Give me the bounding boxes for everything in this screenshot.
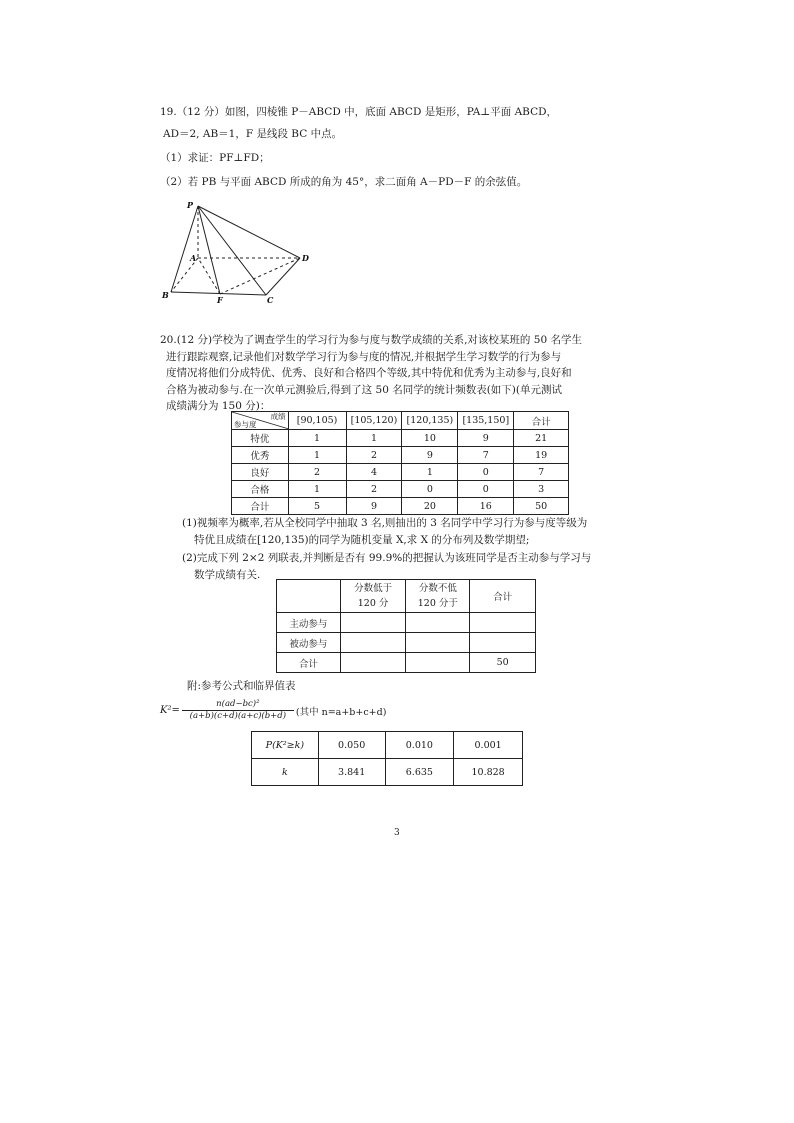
- formula-denominator: (a+b)(c+d)(a+c)(b+d): [189, 711, 287, 721]
- table-cell: 5: [288, 498, 346, 515]
- q20-intro-line: 合格为被动参与.在一次单元测验后,得到了这 50 名同学的统计频数表(如下)(单元测试: [166, 383, 562, 396]
- table-cell: [340, 653, 406, 673]
- q19-part2: （2）若 PB 与平面 ABCD 所成的角为 45°，求二面角 A－PD－F 的余弦值。: [160, 176, 528, 188]
- table-cell: 10.828: [454, 759, 523, 786]
- row-label: 合计: [277, 653, 341, 673]
- formula-note: (其中 n=a+b+c+d): [295, 706, 387, 718]
- table-row: [232, 481, 569, 498]
- column-header: [120,135): [402, 412, 458, 430]
- label-F: F: [217, 295, 223, 305]
- label-P: P: [187, 200, 194, 210]
- table-cell: [406, 653, 470, 673]
- column-header: 分数不低 120 分于: [406, 580, 470, 613]
- edge-AF: [198, 258, 220, 294]
- table-row: [232, 430, 569, 447]
- row-label: 被动参与: [277, 633, 341, 653]
- table-cell: 9: [402, 447, 458, 464]
- table-cell: [340, 633, 406, 653]
- table-cell: 0: [402, 481, 458, 498]
- table-row: [277, 633, 536, 653]
- row-label: 合计: [232, 498, 289, 515]
- table-cell: 3.841: [318, 759, 385, 786]
- edge-FD: [220, 258, 300, 294]
- table-cell: 3: [514, 481, 569, 498]
- q20-intro-line: 20.(12 分)学校为了调查学生的学习行为参与度与数学成绩的关系,对该校某班的 50 名学生: [160, 334, 582, 346]
- label-A: A: [190, 253, 197, 263]
- q20-part1-line2: 特优且成绩在[120,135)的同学为随机变量 X,求 X 的分布列及数学期望;: [194, 534, 530, 546]
- table-row: [277, 580, 536, 613]
- table-cell: 50: [514, 498, 569, 515]
- table-cell: 7: [458, 447, 514, 464]
- formula-lhs: K²=: [160, 705, 180, 716]
- frequency-table: [231, 411, 569, 515]
- table-cell: [406, 613, 470, 633]
- row-label: 良好: [232, 464, 289, 481]
- appendix-title: 附:参考公式和临界值表: [187, 680, 296, 692]
- q19-part1: （1）求证：PF⊥FD；: [160, 152, 270, 164]
- label-D: D: [302, 253, 309, 263]
- table-cell: [470, 613, 536, 633]
- corner-header: [232, 412, 289, 430]
- table-cell: 0: [458, 481, 514, 498]
- column-header: [105,120): [346, 412, 402, 430]
- table-row: [232, 447, 569, 464]
- table-cell: 1: [346, 430, 402, 447]
- edge-AB: [171, 258, 198, 292]
- table-row: [277, 613, 536, 633]
- column-header: 合计: [470, 580, 536, 613]
- q20-intro-line: 度情况将他们分成特优、优秀、良好和合格四个等级,其中特优和优秀为主动参与,良好和: [166, 367, 572, 379]
- table-cell: 10: [402, 430, 458, 447]
- table-cell: 7: [514, 464, 569, 481]
- formula-fraction: [182, 699, 294, 722]
- row-label: 特优: [232, 430, 289, 447]
- table-cell: 9: [346, 498, 402, 515]
- q19-line2: AD＝2, AB＝1，F 是线段 BC 中点。: [163, 128, 343, 140]
- column-header: [135,150]: [458, 412, 514, 430]
- column-header: 分数低于 120 分: [340, 580, 406, 613]
- corner-bottom-label: 参与度: [234, 420, 257, 429]
- table-row: [252, 759, 523, 786]
- table-cell: 0: [458, 464, 514, 481]
- row-label: k: [252, 759, 319, 786]
- table-row: [232, 412, 569, 430]
- table-cell: [340, 613, 406, 633]
- pyramid-figure: [155, 195, 325, 310]
- table-cell: 0.001: [454, 732, 523, 759]
- table-row: [232, 498, 569, 515]
- table-cell: 1: [288, 430, 346, 447]
- row-label: 合格: [232, 481, 289, 498]
- table-cell: 1: [288, 447, 346, 464]
- table-cell: 0.010: [385, 732, 454, 759]
- column-header: 合计: [514, 412, 569, 430]
- table-cell: [406, 633, 470, 653]
- edge-CD: [266, 258, 300, 295]
- table-cell: 21: [514, 430, 569, 447]
- row-label: 主动参与: [277, 613, 341, 633]
- table-cell: [277, 580, 341, 613]
- column-header: [90,105): [288, 412, 346, 430]
- table-cell: 6.635: [385, 759, 454, 786]
- table-row: [277, 653, 536, 673]
- edge-PB: [171, 206, 198, 292]
- table-cell: 9: [458, 430, 514, 447]
- k2-formula: [160, 699, 386, 722]
- edge-PC: [198, 206, 266, 295]
- formula-numerator: n(ad−bc)²: [216, 699, 260, 709]
- q20-intro-line: 成绩满分为 150 分)：: [166, 400, 271, 412]
- q20-part2-line1: (2)完成下列 2×2 列联表,并判断是否有 99.9%的把握认为该班同学是否主动参与学习与: [182, 552, 592, 564]
- edge-PF: [198, 206, 220, 294]
- q20-part1-line1: (1)视频率为概率,若从全校同学中抽取 3 名,则抽出的 3 名同学中学习行为参与度等级为: [182, 517, 588, 529]
- q20-part2-line2: 数学成绩有关.: [194, 569, 261, 581]
- table-cell: 20: [402, 498, 458, 515]
- table-cell: 2: [346, 447, 402, 464]
- label-B: B: [162, 290, 169, 300]
- table-cell: 19: [514, 447, 569, 464]
- q19-line1: 19.（12 分）如图，四棱锥 P－ABCD 中，底面 ABCD 是矩形，PA⊥平面 ABCD，: [160, 106, 558, 118]
- critical-value-table: [251, 731, 523, 786]
- table-cell: 0.050: [318, 732, 385, 759]
- row-label: 优秀: [232, 447, 289, 464]
- edge-PD: [198, 206, 300, 258]
- table-cell: 2: [346, 481, 402, 498]
- table-row: [232, 464, 569, 481]
- label-C: C: [267, 295, 274, 305]
- corner-top-label: 成绩: [270, 412, 286, 421]
- table-cell: 1: [288, 481, 346, 498]
- table-cell: [470, 633, 536, 653]
- q20-intro: [160, 332, 582, 415]
- q20-intro-line: 进行跟踪观察,记录他们对数学学习行为参与度的情况,并根据学生学习数学的行为参与: [166, 350, 562, 363]
- row-label: P(K²≥k): [252, 732, 319, 759]
- table-row: [252, 732, 523, 759]
- contingency-table: [276, 579, 536, 673]
- table-cell: 1: [402, 464, 458, 481]
- page-number: 3: [394, 828, 400, 838]
- table-cell: 4: [346, 464, 402, 481]
- table-cell: 50: [470, 653, 536, 673]
- table-cell: 2: [288, 464, 346, 481]
- table-cell: 16: [458, 498, 514, 515]
